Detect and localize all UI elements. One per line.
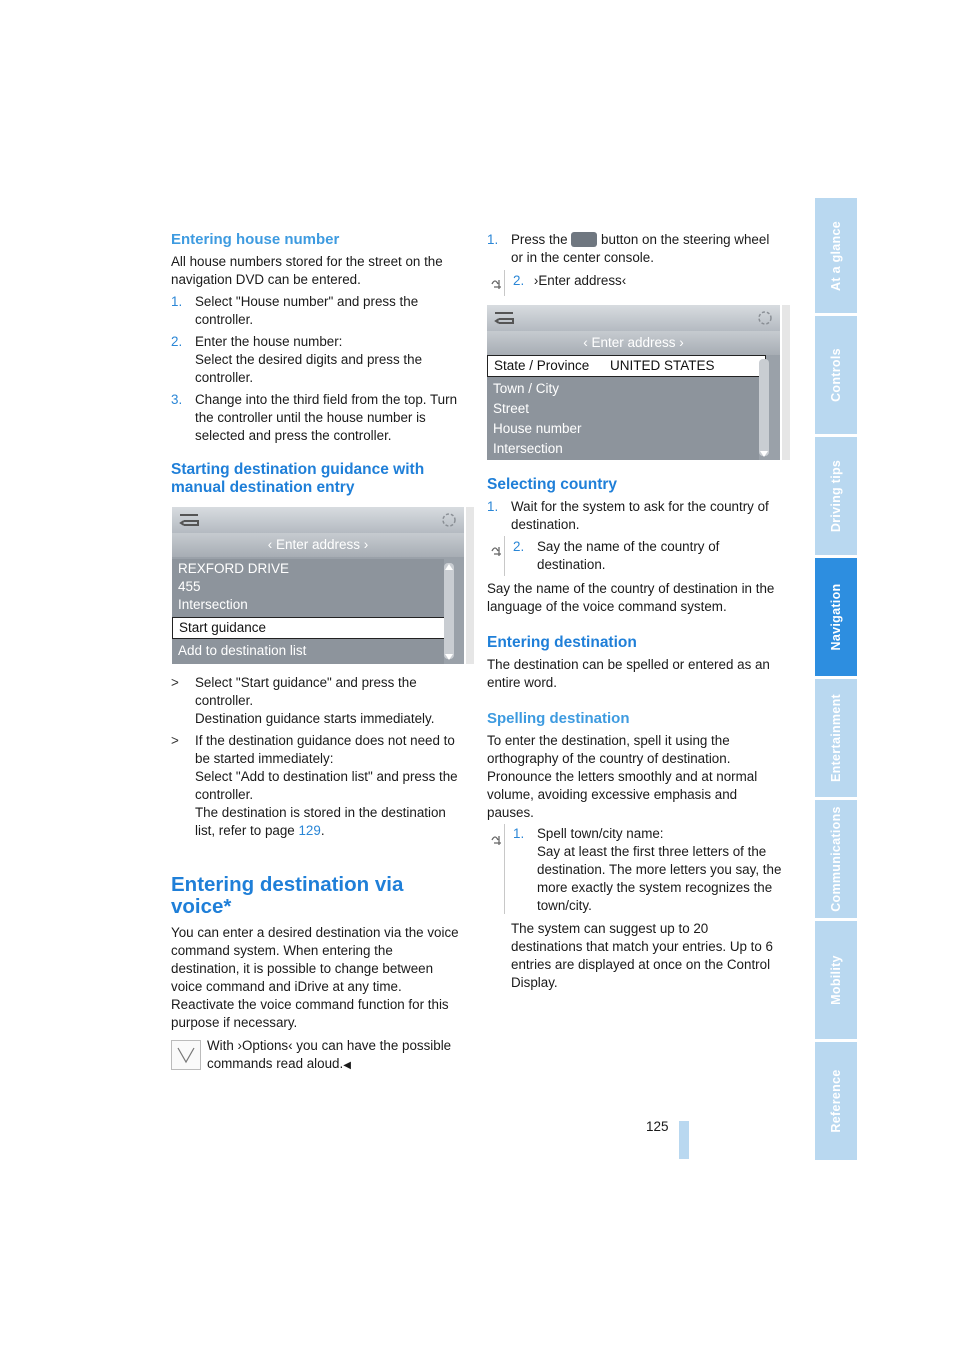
display-header: [172, 507, 464, 533]
step-text: Spell town/city name:: [537, 826, 664, 841]
tab-reference[interactable]: [815, 1042, 857, 1160]
bullet-text: .: [320, 823, 325, 838]
tab-communications[interactable]: [815, 800, 857, 918]
step-number: 3.: [171, 392, 183, 407]
tip-icon-box: [171, 1040, 201, 1070]
talk-button-icon: [571, 232, 597, 247]
step-text: Enter the house number:: [195, 334, 343, 349]
bullet-text: Destination guidance starts immediately.: [195, 711, 435, 726]
right-destination: [487, 580, 783, 822]
spelling-intro: To enter the destination, spell it using the orthography of the country of destination. Pronounce the letters smoothly and at normal volume, avoiding excessive emphasis and pauses.: [487, 733, 758, 820]
step-text: Wait for the system to ask for the country of destination.: [511, 499, 769, 532]
bullet-mark: >: [171, 675, 179, 690]
country-heading: Selecting country: [487, 476, 618, 493]
control-display-guidance: [172, 507, 464, 664]
step-number: 1.: [487, 232, 499, 247]
step-number: 1.: [171, 294, 183, 309]
step-text: Say the name of the country of destination.: [537, 539, 720, 572]
house-number-heading: Entering house number: [171, 231, 340, 248]
destination-heading: Entering destination: [487, 634, 637, 651]
list-item: House number: [493, 421, 582, 436]
step-number: 2.: [513, 273, 525, 288]
voice-command-icon: [490, 543, 504, 559]
voice-heading: Entering destination via voice*: [171, 873, 404, 918]
step-text: Select "House number" and press the controller.: [195, 294, 419, 327]
voice-intro: You can enter a desired destination via the voice command system. When entering the destination, it is possible to change between voice command and iDrive at any time. Reactivate the voice command function for this purpose if necessary.: [171, 925, 459, 1030]
bullet-add-to-list: [171, 732, 464, 840]
country-step-2: [513, 538, 783, 574]
spell-note: [511, 920, 783, 992]
scrollbar: [759, 359, 769, 456]
bullet-text: The destination is stored in the destination list, refer to page: [195, 805, 446, 838]
voice-divider: [504, 536, 505, 576]
list-item: Intersection: [178, 597, 248, 612]
tab-navigation[interactable]: [815, 558, 857, 676]
scroll-down-icon: [444, 653, 454, 661]
control-display-address: [487, 305, 780, 460]
screen-side-stripe: [782, 305, 790, 460]
step-text: Select the desired digits and press the controller.: [195, 352, 423, 385]
bullet-start-guidance: [171, 674, 464, 728]
tab-label: Controls: [829, 348, 843, 402]
right-top: [487, 231, 783, 267]
step-text: button on the steering wheel or in the center console.: [511, 232, 770, 265]
page-number-bar: [679, 1121, 689, 1159]
destination-text: The destination can be spelled or entered as an entire word.: [487, 657, 770, 690]
display-header: [487, 305, 780, 331]
step-text: Say at least the first three letters of the destination. The more letters you say, the more exactly the system recognizes the town/city.: [537, 844, 782, 913]
voice-divider: [504, 824, 505, 914]
house-step-3: [171, 391, 464, 445]
house-step-2: [171, 333, 464, 387]
tab-label: Communications: [829, 806, 843, 912]
list-item: Intersection: [493, 441, 563, 456]
list-item: REXFORD DRIVE: [178, 561, 290, 576]
bullet-text: If the destination guidance does not need to be started immediately:: [195, 733, 455, 766]
spell-step: [513, 825, 783, 915]
tab-mobility[interactable]: [815, 921, 857, 1039]
tab-at-a-glance[interactable]: [815, 198, 857, 313]
left-column: [171, 231, 464, 497]
house-number-intro: All house numbers stored for the street on the navigation DVD can be entered.: [171, 254, 443, 287]
tip-sentence: With ›Options‹ you can have the possible commands read aloud.: [207, 1038, 452, 1071]
step: [513, 825, 783, 915]
back-icon: [493, 310, 515, 326]
voice-command-icon: [490, 832, 504, 848]
voice-command-text: ›Enter address‹: [533, 273, 627, 288]
display-title: ‹ Enter address ›: [487, 331, 780, 355]
press-step: [487, 231, 783, 267]
screen-side-stripe: [466, 507, 474, 664]
tab-label: At a glance: [829, 220, 843, 291]
list-item: Add to destination list: [178, 643, 307, 658]
controller-icon: [440, 511, 458, 529]
step: [513, 538, 783, 574]
country-step-1: [487, 498, 783, 534]
page-number: 125: [646, 1119, 669, 1134]
tab-entertainment[interactable]: [815, 679, 857, 797]
spelling-heading: Spelling destination: [487, 710, 630, 727]
field-label: State / Province: [494, 358, 590, 373]
note-text: The system can suggest up to 20 destinations that match your entries. Up to 6 entries are displayed at once on the Control Display.: [511, 921, 774, 990]
tab-controls[interactable]: [815, 316, 857, 434]
step-number: 1.: [513, 826, 525, 841]
tab-label: Entertainment: [829, 694, 843, 782]
tab-label: Driving tips: [829, 459, 843, 533]
scroll-down-icon: [759, 450, 769, 458]
step-number: 2.: [513, 539, 525, 554]
list-item: Street: [493, 401, 530, 416]
right-country: [487, 476, 783, 534]
list-item-selected: [487, 355, 766, 377]
say-step: [513, 272, 626, 290]
step-number: 2.: [171, 334, 183, 349]
tip-text: [207, 1037, 465, 1075]
house-step-1: [171, 293, 464, 329]
bullet-text: Select "Add to destination list" and press the controller.: [195, 769, 458, 802]
tab-label: Reference: [829, 1069, 843, 1133]
step-text: Press the: [511, 232, 568, 247]
display-title: ‹ Enter address ›: [172, 533, 464, 557]
list-item: Town / City: [493, 381, 560, 396]
scroll-up-icon: [444, 563, 454, 571]
voice-command-icon: [490, 276, 504, 292]
step-text: Change into the third field from the top. Turn the controller until the house number is selected and press the controller.: [195, 392, 458, 443]
tip-icon: [172, 1041, 200, 1069]
back-icon: [178, 512, 200, 528]
field-value: UNITED STATES: [610, 358, 715, 373]
page-link[interactable]: 129: [298, 823, 321, 838]
guidance-options: [171, 674, 464, 1032]
guidance-heading: Starting destination guidance with manual destination entry: [171, 461, 425, 496]
tab-label: Mobility: [829, 955, 843, 1005]
controller-icon: [756, 309, 774, 327]
bullet-text: Select "Start guidance" and press the controller.: [195, 675, 417, 708]
list-item-selected: Start guidance: [172, 617, 454, 639]
end-marker: ◀: [343, 1060, 351, 1071]
voice-divider: [504, 270, 505, 296]
scrollbar: [444, 563, 454, 659]
bullet-mark: >: [171, 733, 179, 748]
country-note: Say the name of the country of destination in the language of the voice command system.: [487, 581, 775, 614]
list-item: 455: [178, 579, 201, 594]
step-number: 1.: [487, 499, 499, 514]
tab-driving-tips[interactable]: [815, 437, 857, 555]
tab-label: Navigation: [829, 583, 843, 651]
